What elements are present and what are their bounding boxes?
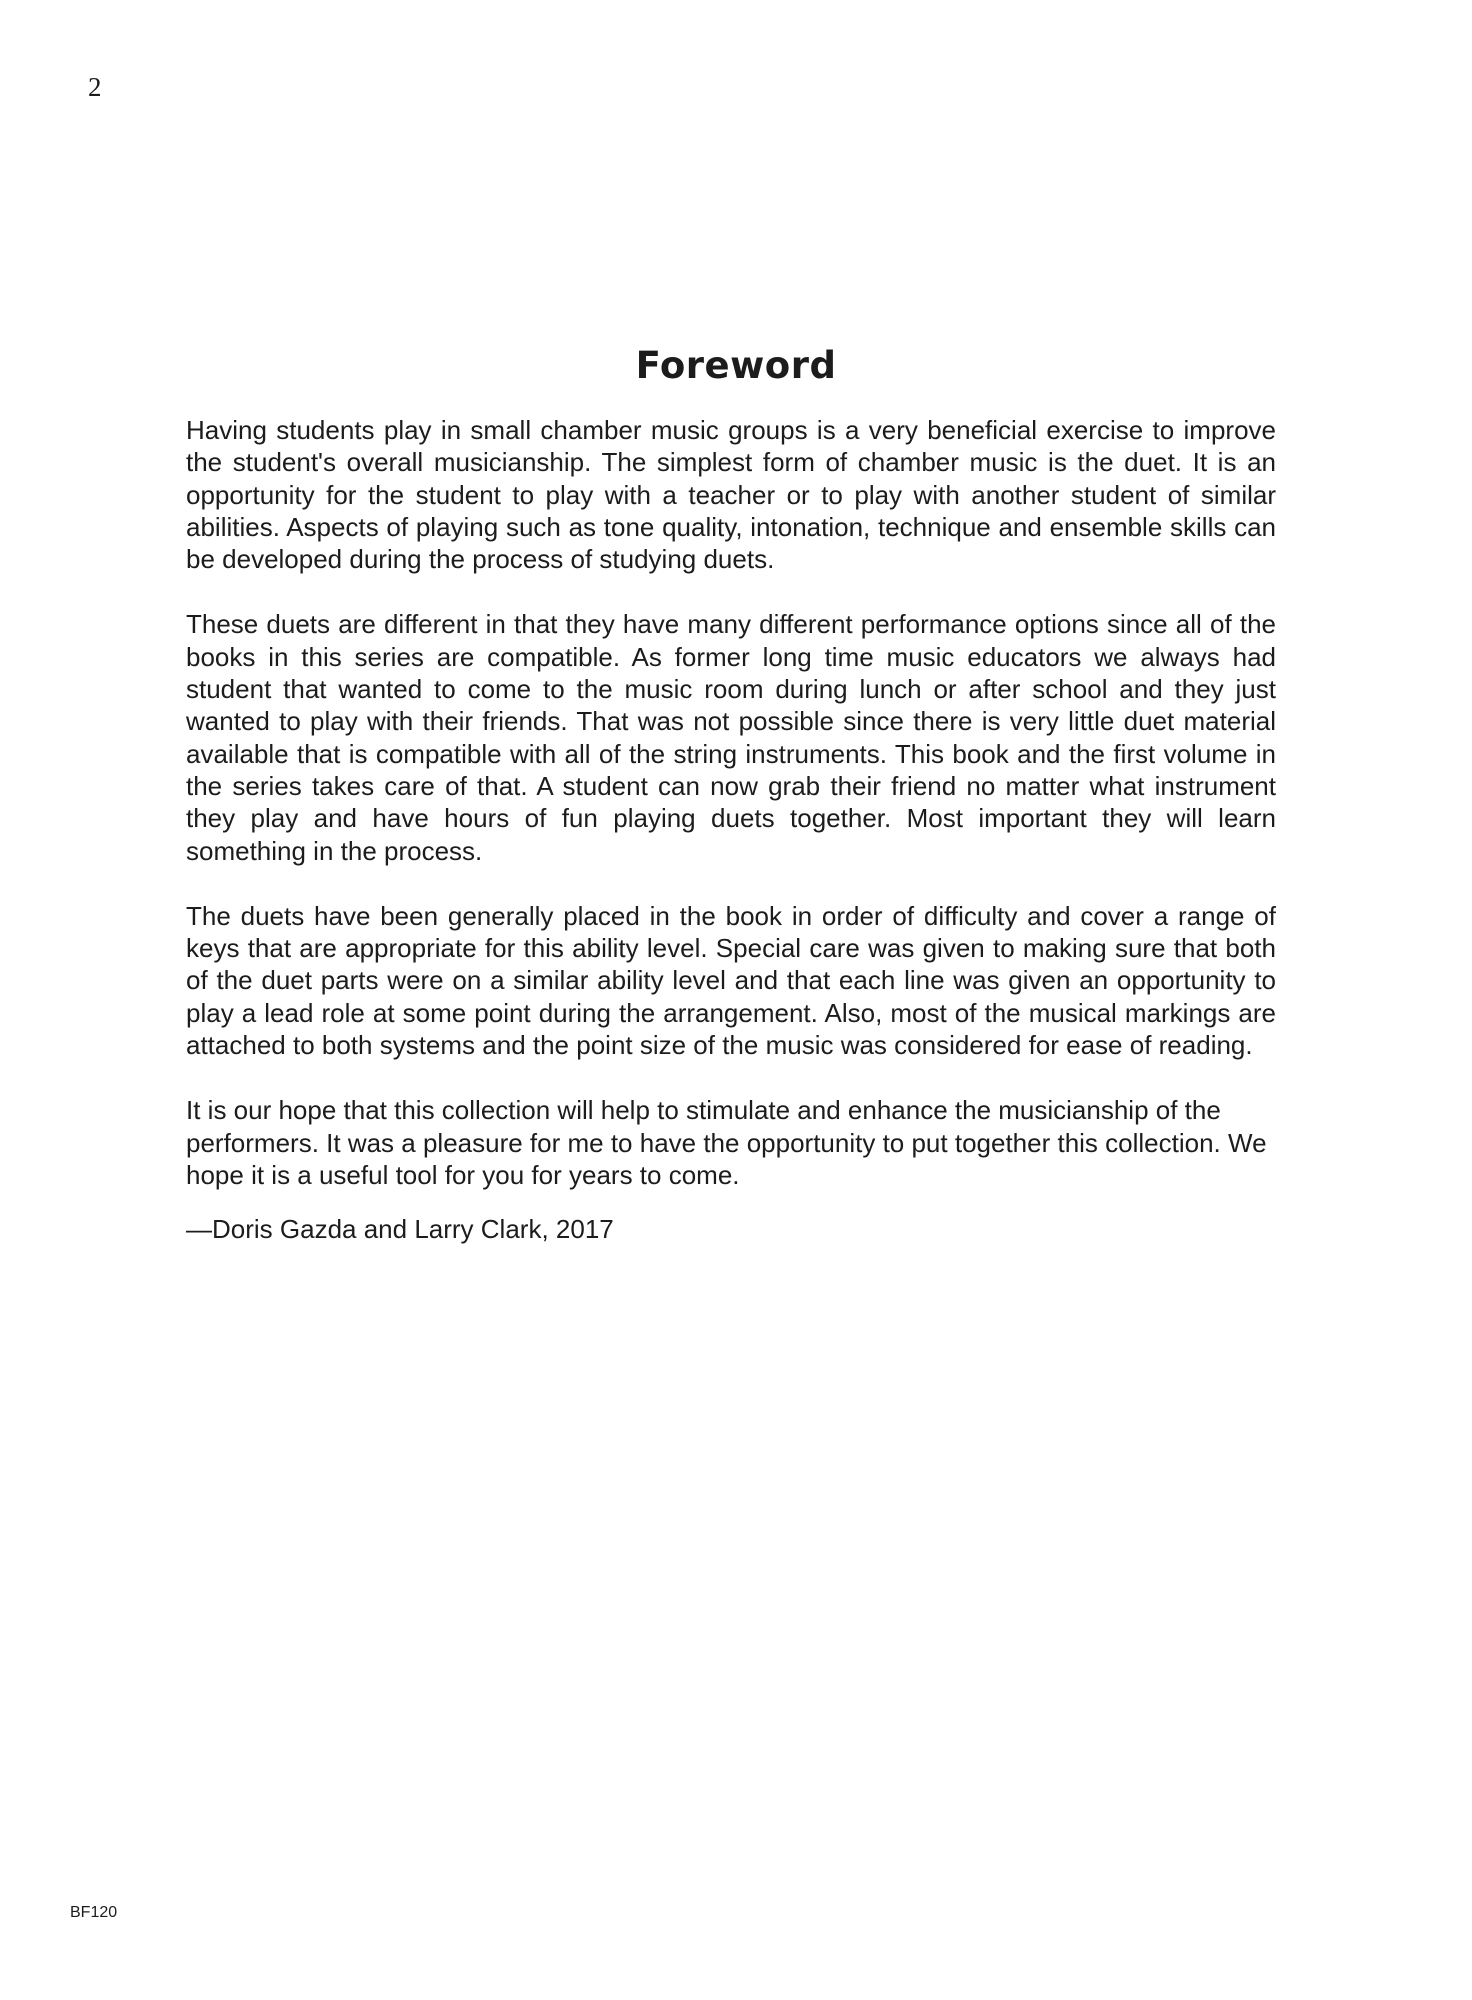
catalog-code: BF120 <box>70 1904 118 1921</box>
paragraph-4: It is our hope that this collection will help to stimulate and enhance the musicianship of the performers. It was a pleasure for me to have the opportunity to put together this collection. We hope it is a useful tool for you for years to come. <box>186 1095 1267 1190</box>
paragraph-3: The duets have been generally placed in the book in order of difficulty and cover a range of keys that are appropriate for this ability level. Special care was given to making sure that both of the duet parts were on a similar ability level and that each line was given an opportunity to play a lead role at some point during the arrangement. Also, most of the musical markings are attached to both systems and the point size of the music was considered for ease of reading. <box>186 900 1276 1061</box>
signature: —Doris Gazda and Larry Clark, 2017 <box>186 1214 614 1245</box>
paragraph-2: These duets are different in that they have many different performance options since all of the books in this series are compatible. As former long time music educators we always had student that wanted to come to the music room during lunch or after school and they just wanted to play with their friends. That was not possible since there is very little duet material available that is compatible with all of the string instruments. This book and the first volume in the series takes care of that. A student can now grab their friend no matter what instrument they play and have hours of fun playing duets together. Most important they will learn something in the process. <box>186 609 1276 866</box>
page-title: Foreword <box>635 344 837 387</box>
page-number: 2 <box>88 72 102 102</box>
paragraph-1: Having students play in small chamber music groups is a very beneficial exercise to improve the student's overall musicianship. The simplest form of chamber music is the duet. It is an opportunity for the student to play with a teacher or to play with another student of similar abilities. Aspects of playing such as tone quality, intonation, technique and ensemble skills can be developed during the process of studying duets. <box>186 415 1276 575</box>
foreword-body <box>186 414 1276 1246</box>
